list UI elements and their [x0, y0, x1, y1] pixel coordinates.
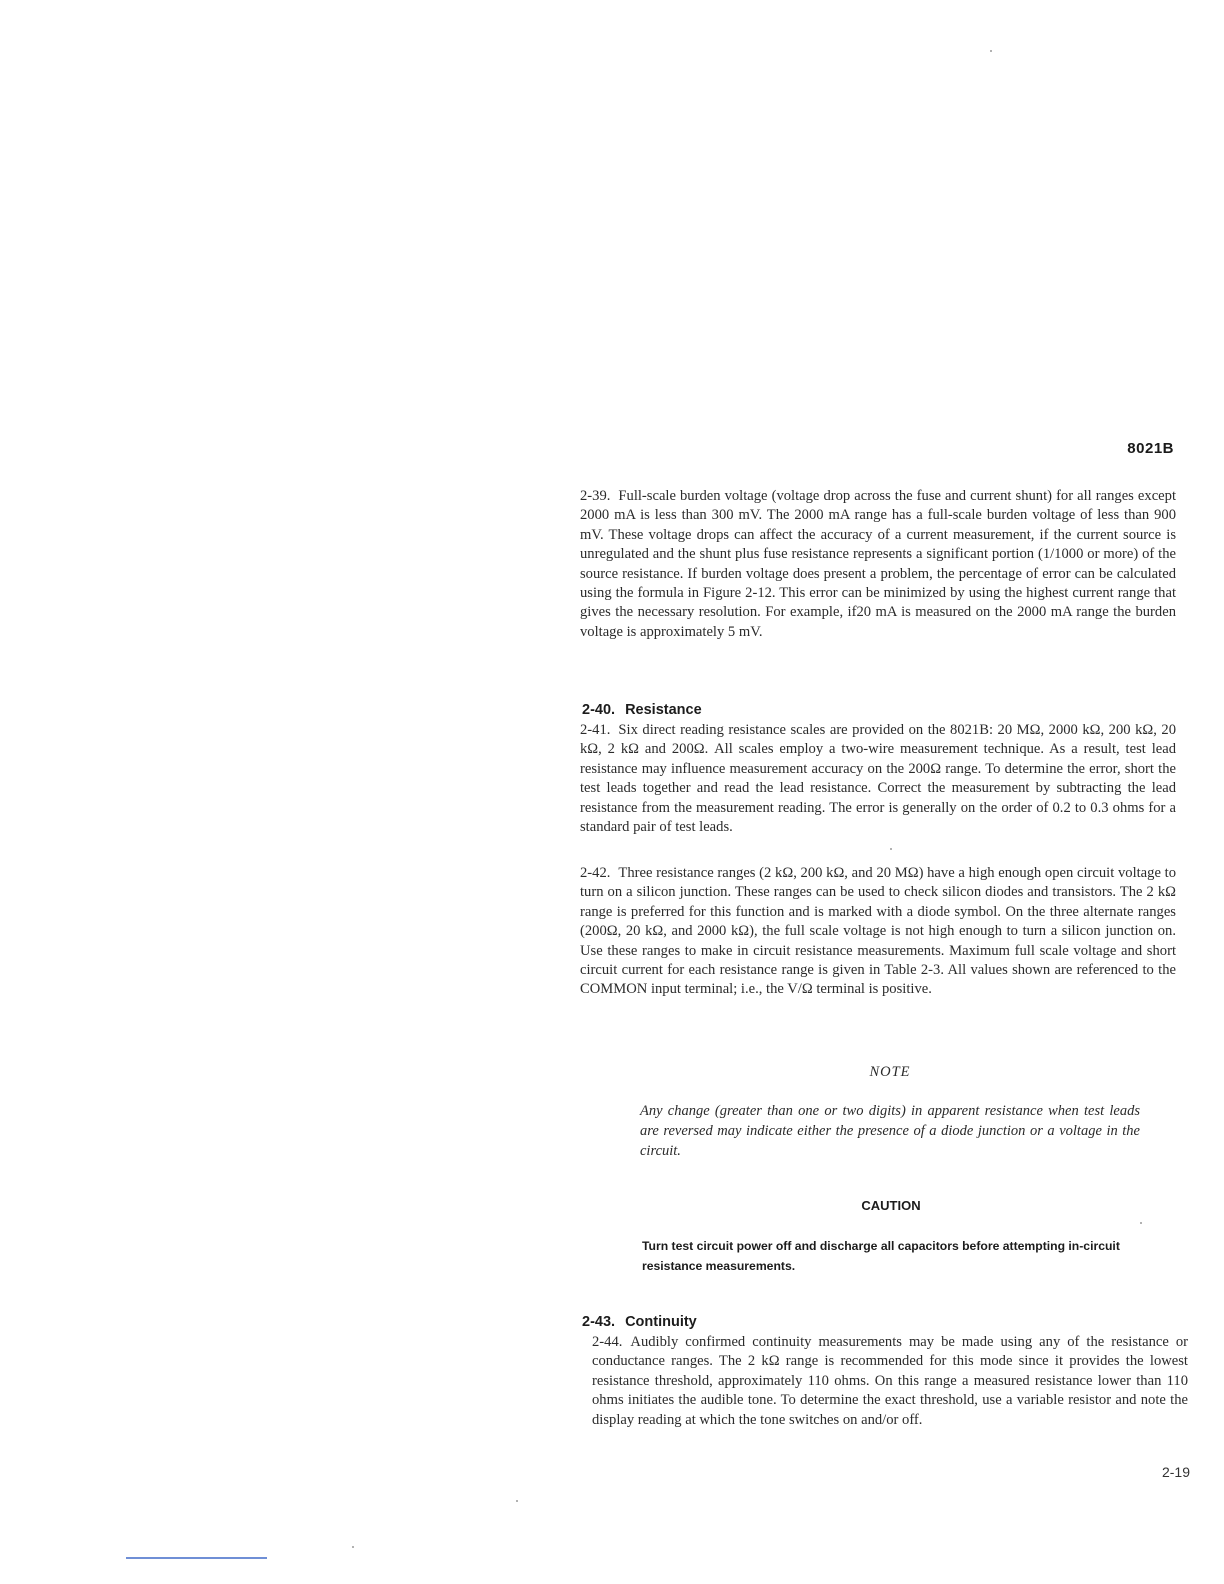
scan-speck [352, 1546, 354, 1548]
note-text: Any change (greater than one or two digits) in apparent resistance when test leads are reversed may indicate either the presence of a diode junction or a voltage in the circuit. [640, 1103, 1140, 1159]
paragraph-number: 2-42. [580, 865, 611, 881]
paragraph-2-41 [580, 721, 1176, 837]
paragraph-2-42 [580, 864, 1176, 1000]
paragraph-2-39 [580, 487, 1176, 642]
paragraph-number: 2-39. [580, 488, 611, 504]
heading-number: 2-43. [582, 1314, 616, 1330]
paragraph-number: 2-44. [592, 1334, 623, 1350]
page-number: 2-19 [1161, 1464, 1190, 1480]
scan-speck [1140, 1222, 1142, 1224]
caution-title: CAUTION [861, 1198, 921, 1213]
paragraph-number: 2-41. [580, 722, 611, 738]
scan-speck [990, 50, 992, 52]
paragraph-2-44 [592, 1333, 1188, 1430]
paragraph-text: Six direct reading resistance scales are provided on the 8021B: 20 MΩ, 2000 kΩ, 200 kΩ, 20 kΩ, 2 kΩ and 200Ω. All scales employ a two-wire measurement technique. As a result, test lead resistance may influence measurement accuracy on the 200Ω range. To determine the error, short the test leads together and read the lead resistance. Correct the measurement by subtracting the lead resistance from the measurement reading. The error is generally on the order of 0.2 to 0.3 ohms for a standard pair of test leads. [580, 722, 1176, 836]
heading-title: Resistance [625, 702, 702, 718]
heading-number: 2-40. [582, 702, 616, 718]
caution-text: Turn test circuit power off and discharge all capacitors before attempting in-circuit resistance measurements. [642, 1239, 1120, 1273]
scan-artifact-line [126, 1557, 267, 1559]
scan-speck [890, 848, 892, 850]
scan-speck [516, 1500, 518, 1502]
model-number: 8021B [1127, 440, 1174, 457]
section-heading-continuity [582, 1314, 697, 1330]
section-heading-resistance [582, 702, 702, 718]
paragraph-text: Audibly confirmed continuity measurements may be made using any of the resistance or conductance ranges. The 2 kΩ range is recommended for this mode since it provides the lowest resistance threshold, approximately 110 ohms. On this range a measured resistance lower than 110 ohms initiates the audible tone. To determine the exact threshold, use a variable resistor and note the display reading at which the tone switches on and/or off. [592, 1334, 1188, 1428]
note-title: NOTE [869, 1064, 911, 1080]
heading-title: Continuity [625, 1314, 697, 1330]
paragraph-text: Three resistance ranges (2 kΩ, 200 kΩ, and 20 MΩ) have a high enough open circuit voltage to turn on a silicon junction. These ranges can be used to check silicon diodes and transistors. The 2 kΩ range is preferred for this function and is marked with a diode symbol. On the three alternate ranges (200Ω, 20 kΩ, and 2000 kΩ), the full scale voltage is not high enough to turn a silicon junction on. Use these ranges to make in circuit resistance measurements. Maximum full scale voltage and short circuit current for each resistance range is given in Table 2-3. All values shown are referenced to the COMMON input terminal; i.e., the V/Ω terminal is positive. [580, 865, 1176, 998]
paragraph-text: Full-scale burden voltage (voltage drop across the fuse and current shunt) for all ranges except 2000 mA is less than 300 mV. The 2000 mA range has a full-scale burden voltage of less than 900 mV. These voltage drops can affect the accuracy of a current measurement, if the current source is unregulated and the shunt plus fuse resistance represents a significant portion (1/1000 or more) of the source resistance. If burden voltage does present a problem, the percentage of error can be calculated using the formula in Figure 2-12. This error can be minimized by using the highest current range that gives the necessary resolution. For example, if20 mA is measured on the 2000 mA range the burden voltage is approximately 5 mV. [580, 488, 1176, 640]
